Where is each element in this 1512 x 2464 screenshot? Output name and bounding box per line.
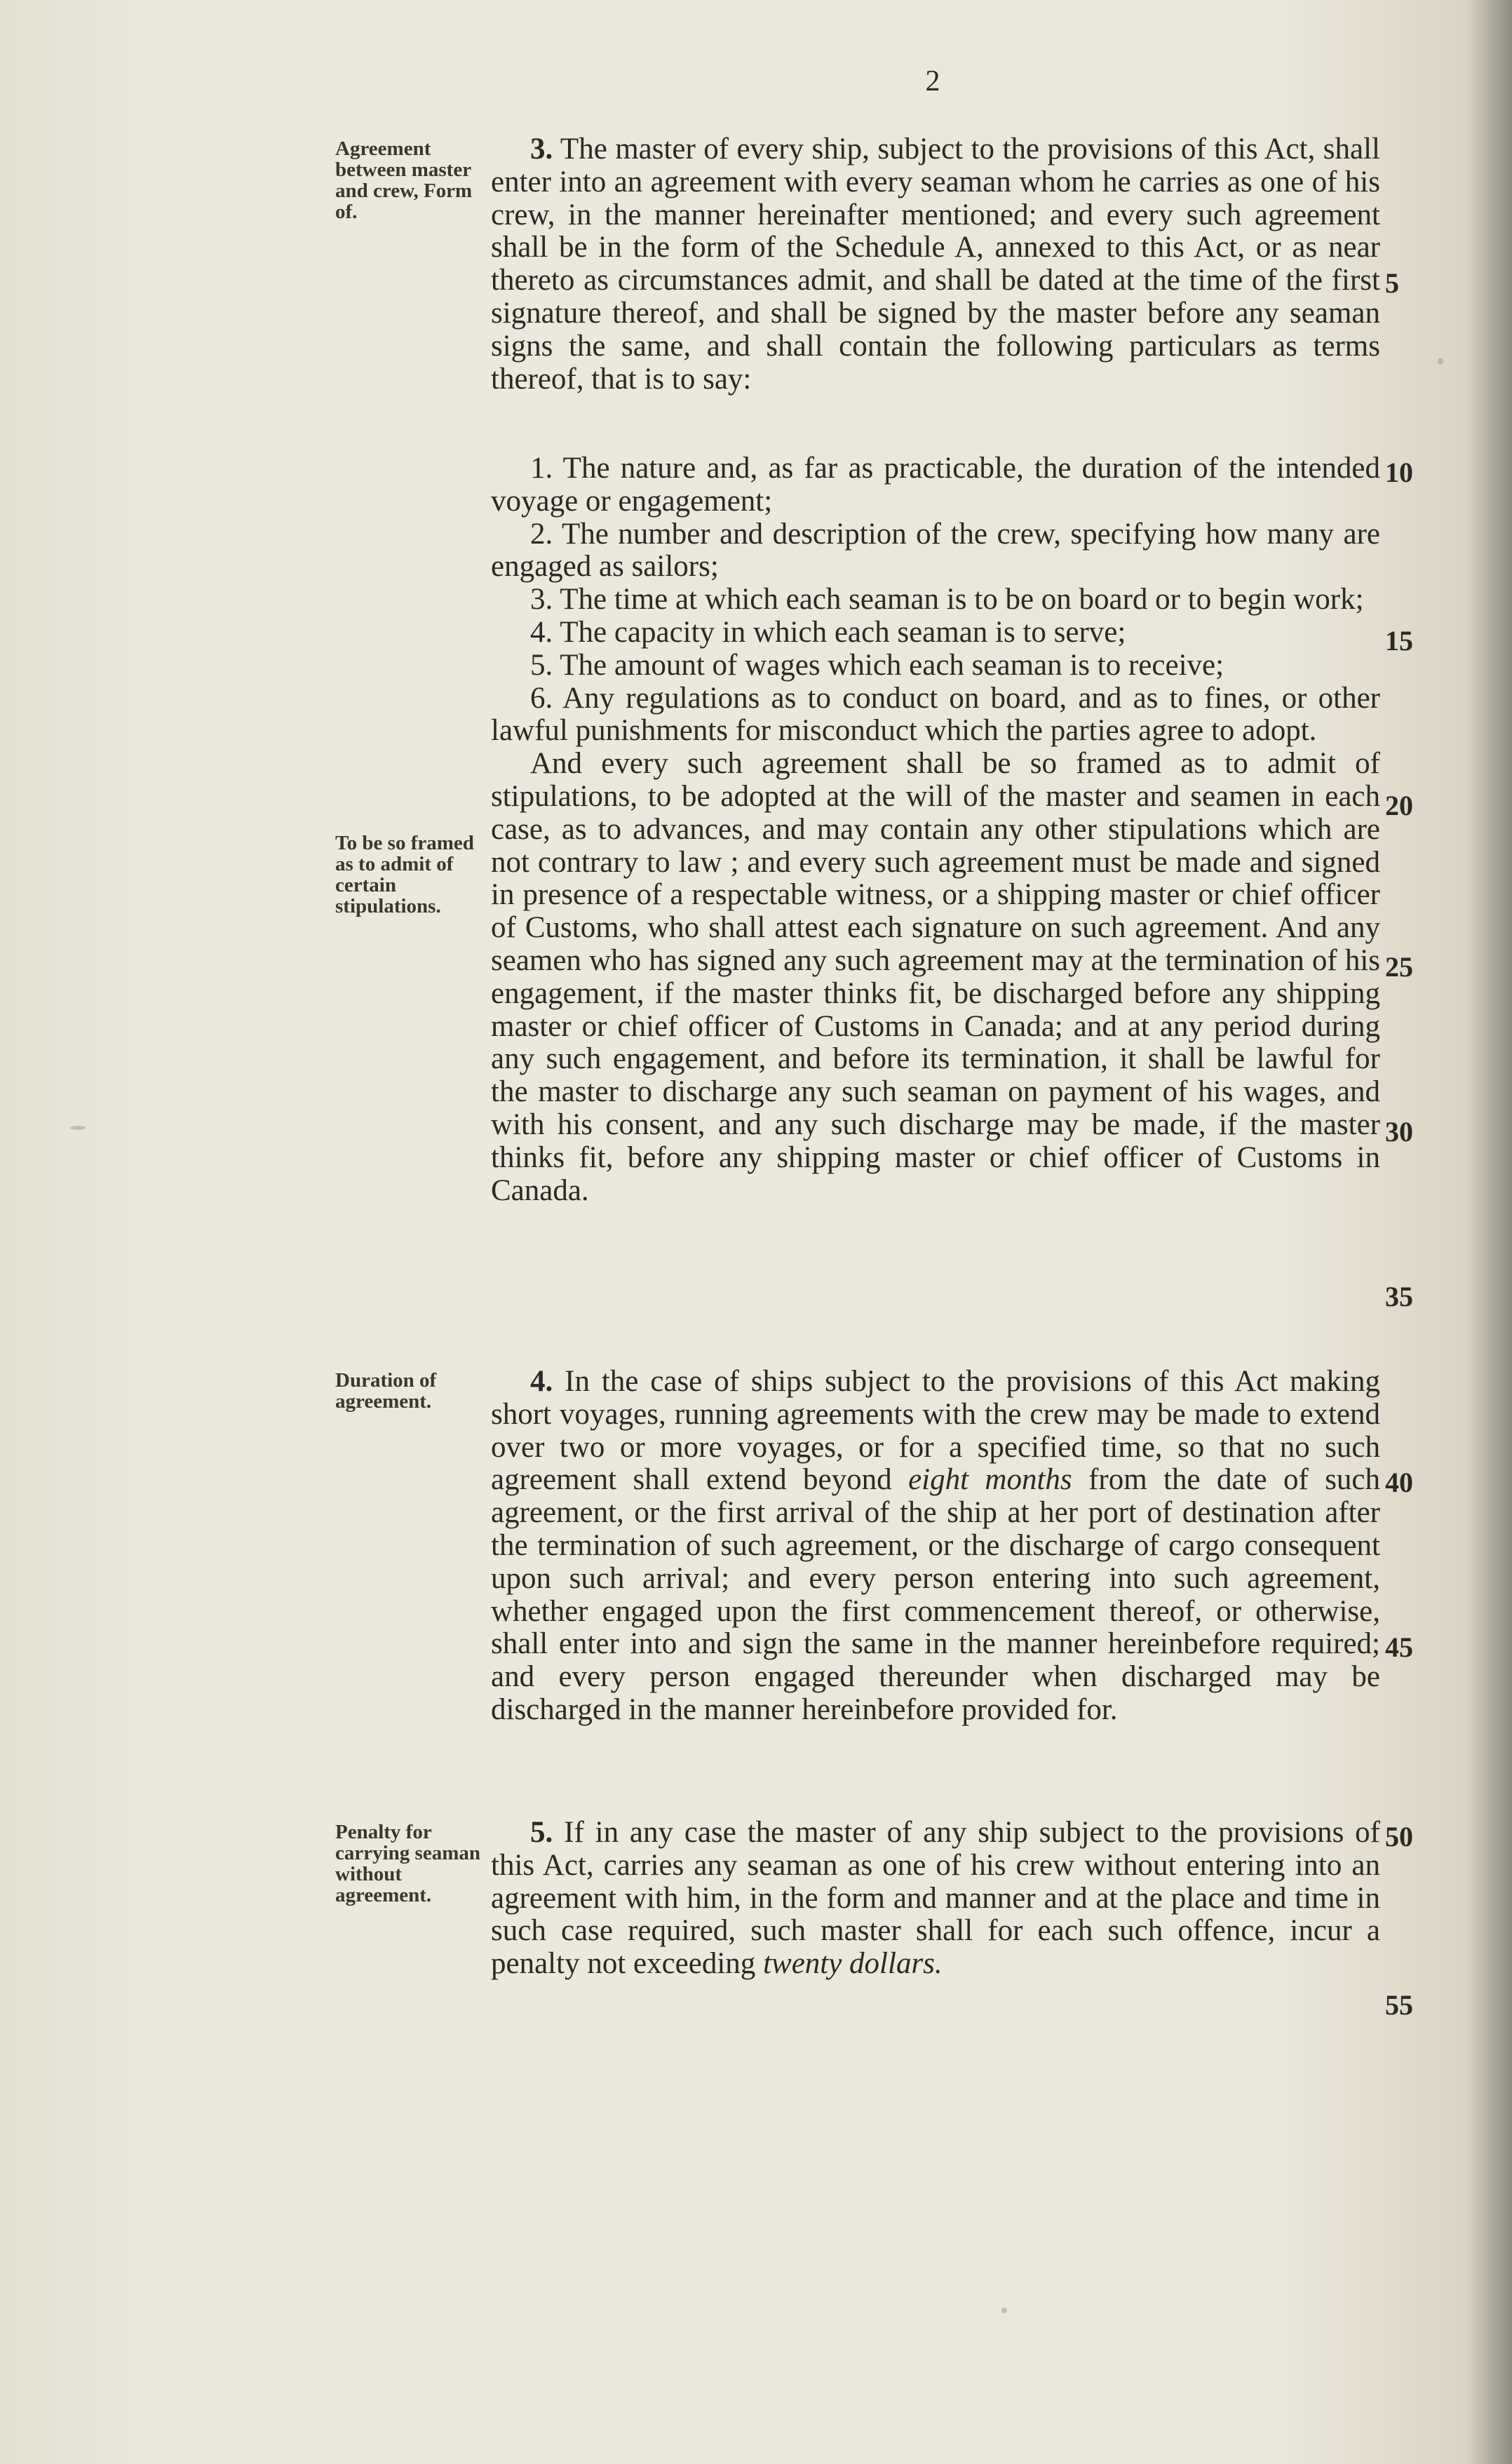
line-number: 35 — [1385, 1281, 1413, 1312]
line-number: 40 — [1385, 1467, 1413, 1498]
section-5-number: 5. — [530, 1816, 553, 1849]
section-4-text-b: from the date of such agreement, or the first arrival of the ship at her port of destination after the termination of such agreement, or the discharge of cargo consequent upon such arrival; and every person entering into such agreement, whether engaged upon the first commencement thereof, or otherwise, shall enter into and sign the same in the manner hereinbefore required; and every person engaged thereunder when discharged may be discharged in the manner hereinbefore provided for. — [491, 1463, 1381, 1726]
line-number: 30 — [1385, 1116, 1413, 1147]
section-3-intro — [491, 133, 1380, 396]
margin-note-agreement-form: Agreement between master and crew, Form of. — [335, 137, 473, 223]
section-5-emphasis: twenty dollars. — [763, 1947, 943, 1981]
section-3-intro-text: The master of every ship, subject to the provisions of this Act, shall enter into an agreement with every seaman whom he carries as one of his crew, in the manner hereinafter mentioned; and every such agreement shall be in the form of the Schedule A, annexed to this Act, or as near thereto as circumstances admit, and shall be dated at the time of the first signature thereof, and shall be signed by the master before any seaman signs the same, and shall contain the following particulars as terms thereof, that is to say: — [491, 133, 1380, 396]
particular-item: 5. The amount of wages which each seaman is to receive; — [530, 648, 1224, 682]
section-4-text — [491, 1366, 1380, 1727]
line-number: 50 — [1385, 1821, 1413, 1852]
section-5-text — [491, 1817, 1380, 1981]
section-3 — [491, 133, 1380, 396]
particular-item: 2. The number and description of the crew, specifying how many are engaged as sailors; — [491, 517, 1380, 584]
section-5-text-a: If in any case the master of any ship subject to the provisions of this Act, carries any seaman as one of his crew without entering into an agreement with him, in the form and manner and at the place and time in such case required, such master shall for each such offence, incur a penalty not exceeding — [491, 1816, 1380, 1981]
section-3-particulars — [491, 452, 1380, 1207]
paper-speck — [70, 1126, 86, 1130]
margin-note-stipulations: To be so framed as to admit of certain stipulations. — [335, 832, 474, 917]
line-number: 10 — [1385, 457, 1413, 488]
section-4-emphasis: eight months — [908, 1463, 1072, 1497]
paper-speck — [1001, 2308, 1007, 2313]
section-5 — [491, 1817, 1380, 1981]
margin-note-duration: Duration of agreement. — [335, 1369, 437, 1413]
margin-note-penalty: Penalty for carrying seaman without agreement. — [335, 1821, 480, 1906]
line-number: 25 — [1385, 951, 1413, 983]
particular-item: 1. The nature and, as far as practicable, the duration of the intended voyage or engagement; — [491, 452, 1380, 518]
line-number: 15 — [1385, 625, 1413, 657]
section-4 — [491, 1366, 1380, 1727]
page-number: 2 — [925, 65, 940, 97]
particular-item: 3. The time at which each seaman is to be on board or to begin work; — [530, 583, 1364, 617]
line-number: 20 — [1385, 790, 1413, 821]
line-number: 5 — [1385, 267, 1399, 299]
particular-item: 4. The capacity in which each seaman is to serve; — [530, 615, 1126, 649]
section-4-number: 4. — [530, 1365, 553, 1398]
paper-speck — [1438, 358, 1443, 365]
section-3-number: 3. — [530, 133, 553, 166]
section-3-stipulations: And every such agreement shall be so framed as to admit of stipulations, to be adopted at the will of the master and seamen in each case, as to advances, and may contain any other stipulations which are not contrary to law ; and every such agreement must be made and signed in presence of a respectable witness, or a shipping master or chief officer of Customs, who shall attest each signature on such agreement. And any seamen who has signed any such agreement may at the termination of his engagement, if the master thinks fit, be discharged before any shipping master or chief officer of Customs in Canada; and at any period during any such engagement, and before its termination, it shall be lawful for the master to discharge any such seaman on payment of his wages, and with his consent, and any such discharge may be made, if the master thinks fit, before any shipping master or chief officer of Customs in Canada. — [491, 747, 1380, 1207]
line-number: 55 — [1385, 1989, 1413, 2021]
particular-item: 6. Any regulations as to conduct on board, and as to fines, or other lawful punishments for misconduct which the parties agree to adopt. — [491, 681, 1380, 748]
line-number: 45 — [1385, 1631, 1413, 1663]
section-4-text-a: In the case of ships subject to the provisions of this Act making short voyages, running agreements with the crew may be made to extend over two or more voyages, or for a specified time, so that no such agreement shall extend beyond — [491, 1365, 1380, 1497]
